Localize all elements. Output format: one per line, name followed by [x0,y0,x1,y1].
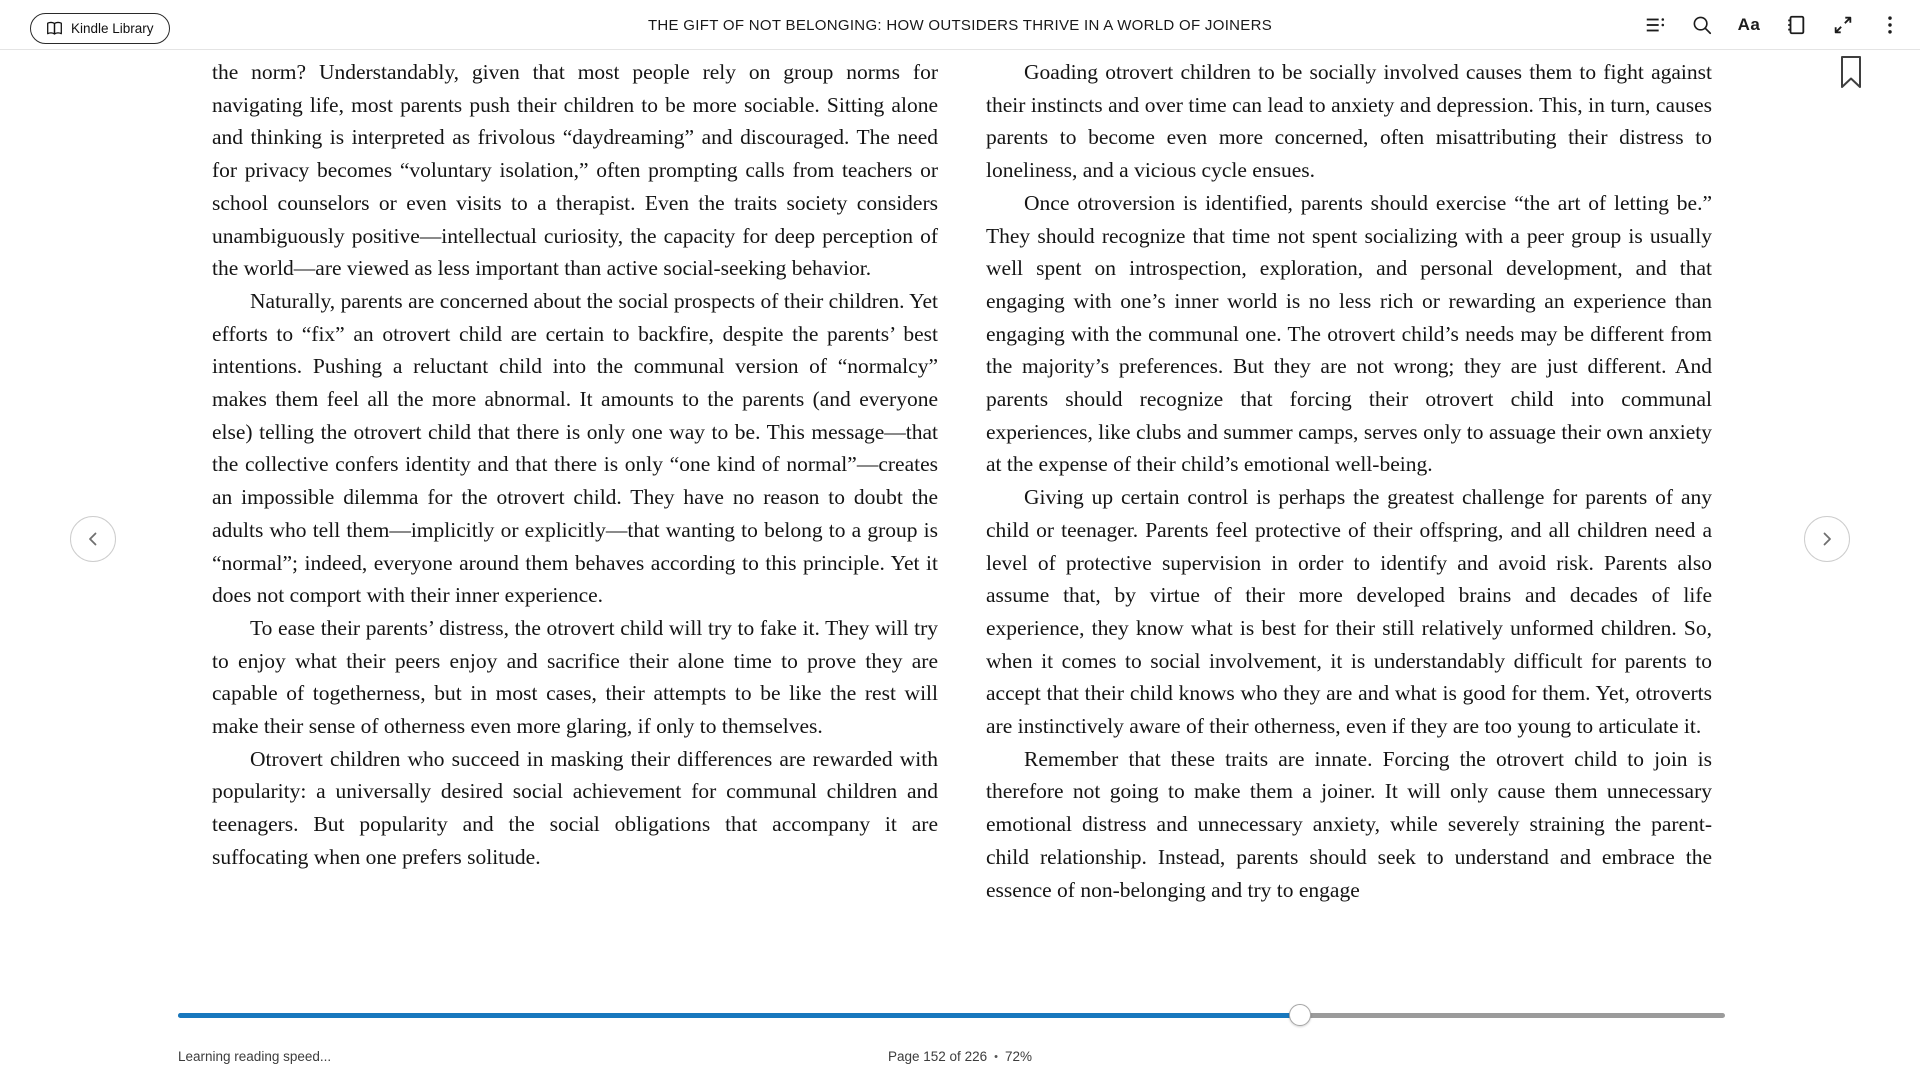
paragraph: Once otroversion is identified, parents should exercise “the art of letting be.” They should recognize that time not spent socializing with a peer group is usually well spent on introspection, exploration, and personal development, and that engaging with one’s inner world is no less rich or rewarding an experience than engaging with the communal one. The otrovert child’s needs may be different from the majority’s preferences. But they are not wrong; they are just different. And parents should recognize that forcing their otrovert child into communal experiences, like clubs and summer camps, serves only to assuage their own anxiety at the expense of their child’s emotional well-being. [986,190,1712,477]
open-book-icon [46,21,63,36]
book-title: THE GIFT OF NOT BELONGING: HOW OUTSIDERS THRIVE IN A WORLD OF JOINERS [647,16,1273,34]
right-column [986,56,1712,906]
search-icon[interactable] [1690,13,1714,37]
header-bar [0,0,1920,50]
font-settings-icon[interactable] [1737,13,1761,37]
paragraph: Naturally, parents are concerned about the social prospects of their children. Yet efforts to “fix” an otrovert child are certain to backfire, despite the parents’ best intentions. Pushing a reluctant child into the communal version of “normalcy” makes them feel all the more abnormal. It amounts to the parents (and everyone else) telling the otrovert child that there is only one way to be. This message—that the collective confers identity and that there is only “one kind of normal”—creates an impossible dilemma for the otrovert child. They have no reason to doubt the adults who tell them—implicitly or explicitly—that wanting to belong to a group is “normal”; indeed, everyone around them behaves according to this principle. Yet it does not comport with their inner experience. [212,288,938,608]
fullscreen-icon[interactable] [1831,13,1855,37]
previous-page-button[interactable] [70,516,116,562]
progress-knob[interactable] [1289,1004,1311,1026]
percent-label: 72% [1004,1049,1032,1064]
paragraph: Goading otrovert children to be socially involved causes them to fight against their instincts and over time can lead to anxiety and depression. This, in turn, causes parents to become even more concerned, often misattributing their distress to loneliness, and a vicious cycle ensues. [986,60,1712,183]
next-page-button[interactable] [1804,516,1850,562]
page-info [0,1049,1920,1064]
bookmark-icon[interactable] [1840,56,1862,88]
page-number-label: Page 152 of 226 [888,1049,988,1064]
paragraph: To ease their parents’ distress, the otrovert child will try to fake it. They will try to enjoy what their peers enjoy and sacrifice their alone time to prove they are capable of togetherness, but in most cases, their attempts to be like the rest will make their sense of otherness even more glaring, if only to themselves. [212,615,938,739]
kindle-library-label: Kindle Library [71,21,154,36]
reading-speed-status: Learning reading speed... [178,1049,332,1064]
reading-progress-slider[interactable] [178,1005,1725,1025]
separator-dot: • [994,1051,998,1063]
notebook-icon[interactable] [1784,13,1808,37]
toc-icon[interactable] [1643,13,1667,37]
paragraph: Remember that these traits are innate. Forcing the otrovert child to join is therefore not going to make them a joiner. It will only cause them unnecessary emotional distress and unnecessary anxiety, while severely straining the parent-child relationship. Instead, parents should seek to understand and embrace the essence of non-belonging and try to engage [986,746,1712,902]
progress-fill [178,1013,1300,1018]
paragraph: Otrovert children who succeed in masking their differences are rewarded with popularity: a universally desired social achievement for communal children and teenagers. But popularity and the social obligations that accompany it are suffocating when one prefers solitude. [212,746,938,869]
paragraph: the norm? Understandably, given that most people rely on group norms for navigating life, most parents push their children to be more sociable. Sitting alone and thinking is interpreted as frivolous “daydreaming” and discouraged. The need for privacy becomes “voluntary isolation,” often prompting calls from teachers or school counselors or even visits to a therapist. Even the traits society considers unambiguously positive—intellectual curiosity, the capacity for deep perception of the world—are viewed as less important than active social-seeking behavior. [212,60,938,281]
header-toolbar [1643,0,1902,50]
kindle-library-button[interactable] [30,13,170,44]
left-column [212,56,938,906]
font-settings-label: Aa [1737,15,1761,34]
paragraph: Giving up certain control is perhaps the greatest challenge for parents of any child or teenager. Parents feel protective of their offspring, and all children need a level of protective supervision in order to identify and avoid risk. Parents also assume that, by virtue of their more developed brains and decades of life experience, they know what is best for their still relatively unformed children. So, when it comes to social involvement, it is understandably difficult for parents to accept that their child knows who they are and what is good for them. Yet, otroverts are instinctively aware of their otherness, even if they are too young to articulate it. [986,485,1712,739]
more-menu-icon[interactable] [1878,13,1902,37]
reading-area [212,50,1712,906]
